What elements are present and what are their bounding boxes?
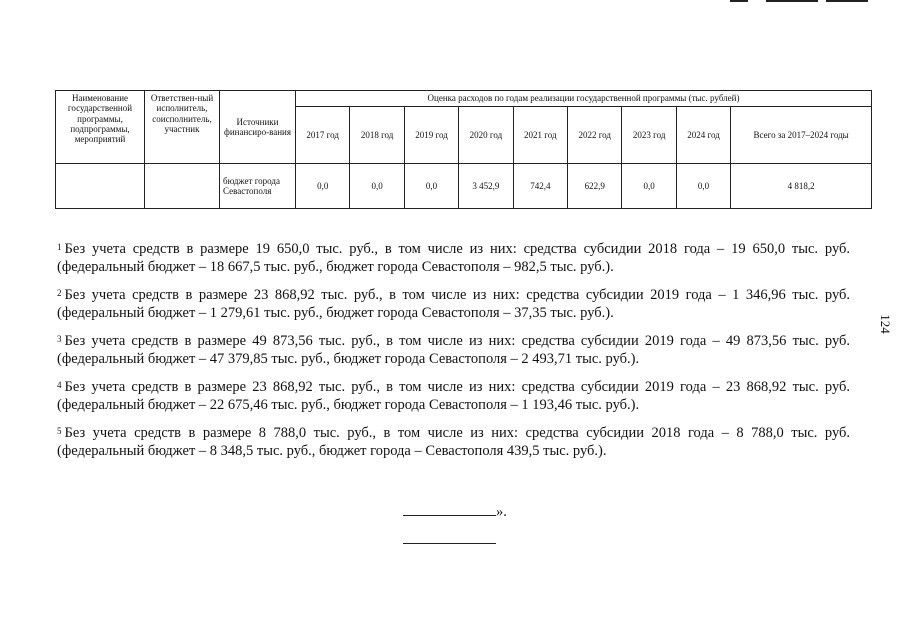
footnote xyxy=(57,286,850,322)
footnote-mark: 3 xyxy=(57,334,62,344)
header-year: 2023 год xyxy=(622,107,676,164)
cell-value: 742,4 xyxy=(513,164,567,209)
cell-responsible xyxy=(145,164,220,209)
header-year: 2020 год xyxy=(459,107,513,164)
footnote-mark: 5 xyxy=(57,426,62,436)
footnote xyxy=(57,424,850,460)
cell-source: бюджет города Севастополя xyxy=(220,164,296,209)
cell-total: 4 818,2 xyxy=(731,164,872,209)
footnote-text: Без учета средств в размере 49 873,56 тыс. руб., в том числе из них: средства субсидии 2019 года – 49 873,56 тыс. руб. (федеральный бюджет – 47 379,85 тыс. руб., бюджет города Севастополя – 2 493,71 тыс. руб.). xyxy=(57,333,850,367)
cell-name xyxy=(56,164,145,209)
header-year: 2017 год xyxy=(296,107,350,164)
blank-underline xyxy=(403,503,496,516)
cell-value: 0,0 xyxy=(404,164,458,209)
footnote-mark: 4 xyxy=(57,380,62,390)
header-year: 2022 год xyxy=(568,107,622,164)
header-responsible: Ответствен-ный исполнитель, соисполнитель, участник xyxy=(145,91,220,164)
header-total: Всего за 2017–2024 годы xyxy=(731,107,872,164)
header-estimate-group: Оценка расходов по годам реализации государственной программы (тыс. рублей) xyxy=(296,91,872,107)
cell-value: 0,0 xyxy=(622,164,676,209)
separator-line xyxy=(403,543,496,544)
footnotes xyxy=(57,240,850,470)
header-year: 2018 год xyxy=(350,107,404,164)
header-year: 2024 год xyxy=(676,107,730,164)
cell-value: 0,0 xyxy=(676,164,730,209)
header-source: Источники финансиро-вания xyxy=(220,91,296,164)
footnote-text: Без учета средств в размере 23 868,92 тыс. руб., в том числе из них: средства субсидии 2019 года – 1 346,96 тыс. руб. (федеральный бюджет – 1 279,61 тыс. руб., бюджет города Севастополя – 37,35 тыс. руб.). xyxy=(57,287,850,321)
cell-value: 3 452,9 xyxy=(459,164,513,209)
table-header-row xyxy=(56,91,872,107)
closing-quote: ». xyxy=(496,504,507,520)
table-row xyxy=(56,164,872,209)
footnote-mark: 1 xyxy=(57,242,62,252)
header-year: 2021 год xyxy=(513,107,567,164)
cell-value: 0,0 xyxy=(296,164,350,209)
footnote xyxy=(57,378,850,414)
header-year: 2019 год xyxy=(404,107,458,164)
closing-line xyxy=(403,503,507,521)
footnote-mark: 2 xyxy=(57,288,62,298)
page-number: 124 xyxy=(878,314,893,334)
budget-table xyxy=(55,90,872,209)
footnote xyxy=(57,240,850,276)
footnote-text: Без учета средств в размере 19 650,0 тыс. руб., в том числе из них: средства субсидии 2018 года – 19 650,0 тыс. руб. (федеральный бюджет – 18 667,5 тыс. руб., бюджет города Севастополя – 982,5 тыс. руб.). xyxy=(57,241,850,275)
top-edge-marks xyxy=(730,0,870,4)
header-name: Наименование государственной программы, подпрограммы, мероприятий xyxy=(56,91,145,164)
cell-value: 622,9 xyxy=(568,164,622,209)
cell-value: 0,0 xyxy=(350,164,404,209)
footnote-text: Без учета средств в размере 8 788,0 тыс. руб., в том числе из них: средства субсидии 2018 года – 8 788,0 тыс. руб. (федеральный бюджет – 8 348,5 тыс. руб., бюджет города – Севастополя 439,5 тыс. руб.). xyxy=(57,425,850,459)
footnote-text: Без учета средств в размере 23 868,92 тыс. руб., в том числе из них: средства субсидии 2019 года – 23 868,92 тыс. руб. (федеральный бюджет – 22 675,46 тыс. руб., бюджет города Севастополя – 1 193,46 тыс. руб.). xyxy=(57,379,850,413)
footnote xyxy=(57,332,850,368)
